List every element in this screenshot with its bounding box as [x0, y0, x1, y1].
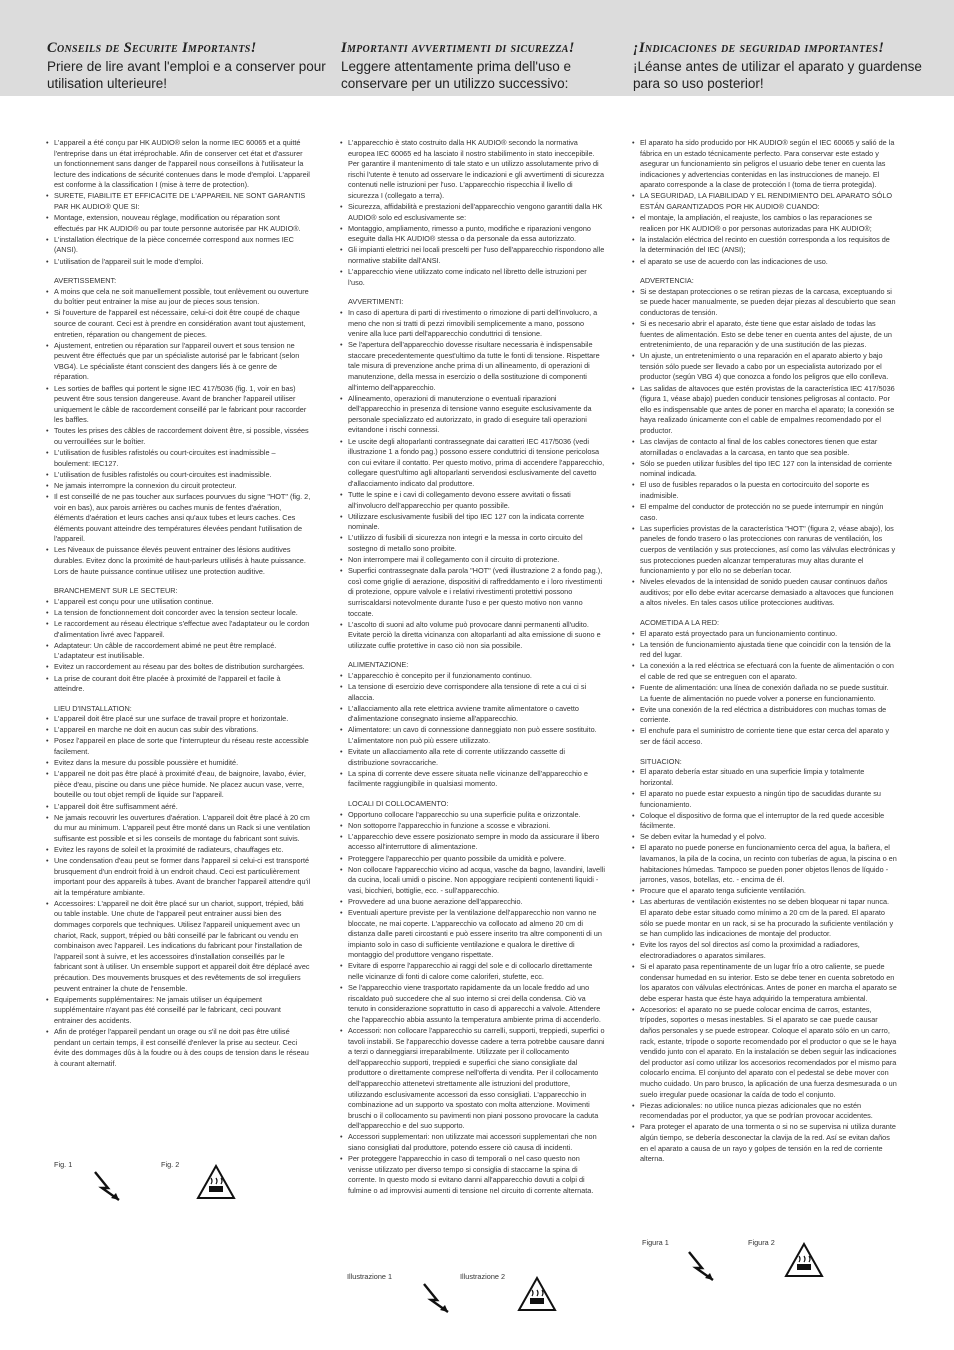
list-item: • La conexión a la red eléctrica se efectuará con la fuente de alimentación o con el cable de red que se entreguen con el aparato. — [632, 661, 897, 682]
list-item: • Si l'ouverture de l'appareil est nécessaire, celui-ci doit être coupé de chaque source de courant. Ceci est à prendre en considération avant tout ajustement, entretien, réparation ou changement de pieces. — [46, 308, 311, 340]
figures-es — [642, 1238, 892, 1308]
fig1-label: Fig. 1 — [54, 1160, 73, 1169]
list-item: • Las salidas de altavoces que estén provistas de la característica IEC 417/5036 (figura 1, véase abajo) pueden conducir tensiones peligrosas al contacto. Por ello es indispensable que antes de poner en marcha el aparato; la conexión se haya realizado únicamente con el cable de empalmes recomendado por el productor. — [632, 384, 897, 437]
list-item: • el aparato se use de acuerdo con las indicaciones de uso. — [632, 257, 897, 268]
section-title: SITUACION: — [640, 756, 682, 766]
lightning-bolt-icon — [92, 1168, 122, 1202]
list-item: • Si es necesario abrir el aparato, éste tiene que estar aislado de todas las fuentes de alimentación. Esto se debe tener en cuenta antes del ajuste, de un entretenimiento, de una reparación y de una sustitución de las piezas. — [632, 319, 897, 351]
list-item: • Un ajuste, un entretenimiento o una reparación en el aparato abierto y bajo tensión sólo puede ser llevado a cabo por un especialista autorizado por el productor (según VBG 4) que conozca a fondo los peligros que ello conlleva. — [632, 351, 897, 383]
bullet-list — [46, 714, 311, 1069]
section-title: ACOMETIDA A LA RED: — [640, 618, 720, 628]
list-item: • LA SEGURIDAD, LA FIABILIDAD Y EL RENDIMIENTO DEL APARATO SÓLO ESTÁN GARANTIZADOS POR HK AUDIO® CUANDO: — [632, 191, 897, 212]
list-item: • L'apparecchio è concepito per il funzionamento continuo. — [340, 671, 605, 682]
list-item: • Per proteggere l'apparecchio in caso di temporali o nel caso questo non venisse utilizzato per diverso tempo si consiglia di staccarne la spina di corrente. In questo modo si evitano danni all'apparecchio dovuti a colpi di fulmine o ad improvvisi aumenti di tensione nel circuito di corrente alternata. — [340, 1154, 605, 1196]
list-item: • L'apparecchio è stato costruito dalla HK AUDIO® secondo la normativa europea IEC 60065 ed ha lasciato il nostro stabilimento in stato ineccepibile. Per garantire il mantenimento di tale stato e un utilizzo assolutamente privo di rischi l'utente è tenuto ad osservare le indicazioni e gli avvertimenti di sicurezza contenuti nelle istruzioni per l'uso. L'apparecchio rispecchia il livello di sicurezza I (collegato a terra). — [340, 138, 605, 202]
list-item: • Si el aparato pasa repentinamente de un lugar frío a otro caliente, se puede condensar humedad en su interior. Esto se debe tener en cuenta sobretodo en los aparatos con válvulas electrónicas. Antes de poner en marcha el aparato se debe esperar hasta que éste haya adquirido la temperatura ambiental. — [632, 962, 897, 1004]
figures-it — [347, 1272, 597, 1342]
list-item: • Ajustement, entretien ou réparation sur l'appareil ouvert et sous tension ne peuvent être éffectués que par un spécialiste autorisé par le fabricant (selon VBG4). Le spécialiste étant conscient des dangers liés à ce genre de réparation. — [46, 341, 311, 383]
title-es: ¡Indicaciones de seguridad importantes! — [633, 40, 885, 56]
bullet-list — [632, 287, 897, 609]
title-it: Importanti avvertimenti di sicurezza! — [341, 40, 575, 56]
list-item: • A moins que cela ne soit manuellement possible, tout enlèvement ou ouverture du boîtier peut entrainer la mise au jour de pieces sous tension. — [46, 287, 311, 308]
list-item: • L'appareil est conçu pour une utilisation continue. — [46, 597, 311, 608]
list-item: • L'appareil ne doit pas être placé à proximité d'eau, de baignoire, lavabo, évier, pièce d'eau, piscine ou dans une pièce humide. Ne placez aucun vase, verre, bouteille ou tout objet rempli de liquide sur l'appareil. — [46, 769, 311, 801]
header-fr — [47, 40, 337, 92]
list-item: • El enchufe para el suministro de corriente tiene que estar cerca del aparato y ser de fácil acceso. — [632, 726, 897, 747]
list-item: • In caso di apertura di parti di rivestimento o rimozione di parti dell'involucro, a meno che non si tratti di pezzi rimovibili semplicemente a mano, possono venire alla luce parti dell'apparecchio conduttrici di tensione. — [340, 308, 605, 340]
list-item: • Evitare di esporre l'apparecchio ai raggi del sole e di collocarlo direttamente nelle vicinanze di fonti di calore come caloriferi, stufette, ecc. — [340, 961, 605, 982]
list-item: • La tensión de funcionamiento ajustada tiene que coincidir con la tensión de la red del lugar. — [632, 640, 897, 661]
list-item: • L'apparecchio deve essere posizionato sempre in modo da assicurare il libero accesso all'interruttore di alimentazione. — [340, 832, 605, 853]
list-item: • Utilizzare esclusivamente fusibili del tipo IEC 127 con la indicata corrente nominale. — [340, 512, 605, 533]
header-es — [633, 40, 923, 92]
list-item: • Si se destapan protecciones o se retiran piezas de la carcasa, exceptuando si se puede hacer manualmente, se pueden dejar piezas al descubierto que sean conductoras de tensión. — [632, 287, 897, 319]
list-item: • El empalme del conductor de protección no se puede interrumpir en ningún caso. — [632, 502, 897, 523]
section-title: LIEU D'INSTALLATION: — [54, 703, 132, 713]
subtitle-it: Leggere attentamente prima dell'uso e conservare per un utilizzo successivo: — [341, 59, 571, 91]
list-item: • Accessori supplementari: non utilizzate mai accessori supplementari che non siano consigliati dal produttore, potendo essere ciò causa di incidenti. — [340, 1132, 605, 1153]
fig2-label: Illustrazione 2 — [460, 1272, 506, 1281]
list-item: • L'utilisation de fusibles rafistolés ou court-circuites est inadmissible – boulement: IEC127. — [46, 448, 311, 469]
fig1-label: Figura 1 — [642, 1238, 669, 1247]
fig2-label: Fig. 2 — [161, 1160, 180, 1169]
list-item: • Tutte le spine e i cavi di collegamento devono essere avvitati o fissati all'involucro dell'apparecchio per quanto possibile. — [340, 490, 605, 511]
section-title: BRANCHEMENT SUR LE SECTEUR: — [54, 586, 178, 596]
figures-fr — [54, 1160, 304, 1230]
fig2-label: Figura 2 — [748, 1238, 775, 1247]
list-item: • Evitez dans la mesure du possible poussière et humidité. — [46, 758, 311, 769]
list-item: • El aparato debería estar situado en una superficie limpia y totalmente horizontal. — [632, 767, 897, 788]
bullet-list — [340, 138, 605, 288]
list-item: • La spina di corrente deve essere situata nelle vicinanze dell'apparecchio e facilmente raggiungibile in qualsiasi momento. — [340, 769, 605, 790]
list-item: • Gli impianti elettrici nei locali prescelti per l'uso dell'apparecchio rispondono alle normative stabilite dall'ANSI. — [340, 245, 605, 266]
subtitle-es: ¡Léanse antes de utilizar el aparato y guardense para so uso posterior! — [633, 59, 922, 91]
list-item: • Piezas adicionales: no utilice nunca piezas adicionales que no estén recomendadas por el productor, ya que se podrían provocar accidentes. — [632, 1101, 897, 1122]
list-item: • L'utilisation de fusibles rafistolés ou court-circuites est inadmissible. — [46, 470, 311, 481]
list-item: • Allineamento, operazioni di manutenzione o eventuali riparazioni dell'apparecchio in presenza di tensione vanno eseguite esclusivamente da personale specializzato ed autorizzato, in grado di eseguire tali operazioni evitandone i rischi connessi. — [340, 394, 605, 436]
list-item: • SURETE, FIABILITE ET EFFICACITE DE L'APPAREIL NE SONT GARANTIS PAR HK AUDIO® QUE SI: — [46, 191, 311, 212]
list-item: • Opportuno collocare l'apparecchio su una superficie pulita e orizzontale. — [340, 810, 605, 821]
hot-surface-warning-icon — [196, 1164, 236, 1200]
list-item: • Non sottoporre l'apparecchio in funzione a scosse e vibrazioni. — [340, 821, 605, 832]
list-item: • L'utilizzo di fusibili di sicurezza non integri e la messa in corto circuito del sostegno di metallo sono proibite. — [340, 533, 605, 554]
list-item: • Sólo se pueden utilizar fusibles del tipo IEC 127 con la intensidad de corriente nominal indicada. — [632, 459, 897, 480]
section-title: AVERTISSEMENT: — [54, 276, 117, 286]
list-item: • Le raccordement au réseau électrique s'effectue avec l'adaptateur ou le cordon d'alimentation livré avec l'appareil. — [46, 619, 311, 640]
list-item: • Evitez un raccordement au réseau par des boltes de distribution surchargées. — [46, 662, 311, 673]
list-item: • Toutes les prises des câbles de raccordement doivent être, si possible, vissées ou verrouillées sur le boîtier. — [46, 426, 311, 447]
list-item: • Accessoires: L'appareil ne doit être placé sur un chariot, support, trépied, bâti ou table instable. Une chute de l'appareil peut entrainer aussi bien des dommages corporels que techniques. Utilisez l'appareil uniquement avec un chariot, Rack, support, trépied ou bâti conseillé par le fabricant ou vendu en combinaison avec l'appareil. Les indications du fabricant pour l'installation de l'appareil sont à suivre, et les accessoires d'installation conseillés par le fabricant sont à utiliser. Un ensemble support et appareil doit être déplacé avec précaution. Des mouvements brusques et des revêtements de sol irreguliers peuvent entrainer la chute de l'ensemble. — [46, 899, 311, 994]
fig1-label: Illustrazione 1 — [347, 1272, 393, 1281]
list-item: • Posez l'appareil en place de sorte que l'interrupteur du réseau reste accessible facilement. — [46, 736, 311, 757]
list-item: • Provvedere ad una buone aerazione dell'apparecchio. — [340, 897, 605, 908]
hot-surface-warning-icon — [784, 1242, 824, 1278]
hot-surface-warning-icon — [517, 1276, 557, 1312]
list-item: • Les sorties de baffles qui portent le signe IEC 417/5036 (fig. 1, voir en bas) peuvent être sous tension dangereuse. Avant de brancher l'appareil utiliser uniquement le câble de raccordement conseillé par le fabricant pour raccorder les baffles. — [46, 384, 311, 426]
list-item: • L'utilisation de l'appareil suit le mode d'emploi. — [46, 257, 311, 268]
list-item: • Se l'apparecchio viene trasportato rapidamente da un locale freddo ad uno riscaldato può succedere che al suo interno si crei della condensa. Ciò va tenuto in considerazione soprattutto in caso di apparecchi a valvole. Attendere che l'apparecchio abbia assunto la temperatura ambiente prima di accenderlo. — [340, 983, 605, 1025]
bullet-list — [632, 629, 897, 748]
column-fr — [46, 138, 311, 1070]
list-item: • Evitate un allacciamento alla rete di corrente utilizzando cassette di distribuzione sovraccariche. — [340, 747, 605, 768]
list-item: • El aparato no puede estar expuesto a ningún tipo de sacudidas durante su funcionamiento. — [632, 789, 897, 810]
list-item: • Se deben evitar la humedad y el polvo. — [632, 832, 897, 843]
bullet-list — [46, 597, 311, 695]
list-item: • L'appareil en marche ne doit en aucun cas subir des vibrations. — [46, 725, 311, 736]
title-fr: Conseils de Securite Importants! — [47, 40, 257, 56]
list-item: • Las superficies provistas de la característica "HOT" (figura 2, véase abajo), los paneles de fondo trasero o las protecciones con ranuras de ventilación, los cuerpos de ventilación y sus protecciones, así como las válvulas electrónicas y sus protecciones pueden alcanzar temperaturas muy altas durante el funcionamiento y por ello no se deberían tocar. — [632, 524, 897, 577]
list-item: • Il est conseillé de ne pas toucher aux surfaces pourvues du signe "HOT" (fig. 2, voir en bas), aux parois arrières ou caches munis de fentes d'aération, éléments d'aération et leurs caches ansi qu'aux tubes et leurs caches. Ces éléments pouvant atteindre des températures élevées pendant l'utilisation de l'appareil. — [46, 492, 311, 545]
list-item: • Procure que el aparato tenga suficiente ventilación. — [632, 886, 897, 897]
bullet-list — [340, 308, 605, 652]
section-title: ADVERTENCIA: — [640, 276, 694, 286]
list-item: • La tension de fonctionnement doit concorder avec la tension secteur locale. — [46, 608, 311, 619]
bullet-list — [46, 287, 311, 578]
list-item: • Superfici contrassegnate dalla parola "HOT" (vedi illustrazione 2 a fondo pag.), così come griglie di aerazione, dispositivi di raffreddamento e i loro rivestimenti di protezione, oppure valvole e i relativi rivestimenti protettivi possono surriscaldarsi notevolmente durante l'uso e per questo motivo non vanno toccate. — [340, 566, 605, 619]
list-item: • Ne jamais interrompre la connexion du circuit protecteur. — [46, 481, 311, 492]
list-item: • Evite una conexión de la red eléctrica a distribuidores con muchas tomas de corriente. — [632, 705, 897, 726]
bullet-list — [46, 138, 311, 267]
list-item: • Equipements supplémentaires: Ne jamais utiliser un équipement supplémentaire n'ayant pas été conseillé par le fabricant, ceci pouvant entrainer des accidents. — [46, 995, 311, 1027]
list-item: • L'ascolto di suoni ad alto volume può provocare danni permanenti all'udito. Evitate perciò la diretta vicinanza con altoparlanti ad alta emissione di suono e utilizzate cuffie protettive in caso ciò non sia possibile. — [340, 620, 605, 652]
list-item: • Eventuali aperture previste per la ventilazione dell'apparecchio non vanno ne bloccate, ne mai coperte. L'apparecchio va collocato ad almeno 20 cm di distanza dalle pareti circostanti e può essere inserito tra altre componenti di un impianto solo in caso di sufficiente ventilazione e qualora le direttive di montaggio del produttore vengano rispettate. — [340, 908, 605, 961]
list-item: • Evitez les rayons de soleil et la proximité de radiateurs, chauffages etc. — [46, 845, 311, 856]
section-title: ALIMENTAZIONE: — [348, 660, 409, 670]
list-item: • Las aberturas de ventilación existentes no se deben bloquear ni tapar nunca. El aparato debe estar situado como mínimo a 20 cm de la pared. El aparato sólo se puede montar en un rack, si se ha procurado la suficiente ventilación y se han cumplido las indicaciones de montaje del productor. — [632, 897, 897, 939]
list-item: • Accesorios: el aparato no se puede colocar encima de carros, estantes, trípodes, soportes o mesas inestables. Si el aparato se cae puede causar daños personales y se puede estropear. Coloque el aparato sólo en un carro, rack, estante, trípode o soporte recomendado por el productor o que se le haya vendido junto con el aparato. En la instalación se deben seguir las indicaciones del productor así como utilizar los accesorios recomendados por el mismo para colocarlo encima. El conjunto del aparato con el pedestal se debe mover con mucho cuidado. Un paro brusco, la aplicación de una fuerza desmesurada o un suelo irregular puede ocasionar la caída de todo el conjunto. — [632, 1005, 897, 1100]
list-item: • Evite los rayos del sol directos así como la proximidad a radiadores, electroradiadores o aparatos similares. — [632, 940, 897, 961]
list-item: • Non interrompere mai il collegamento con il circuito di protezione. — [340, 555, 605, 566]
list-item: • Niveles elevados de la intensidad de sonido pueden causar continuos daños auditivos; por ello debe evitar acercarse demasiado a altavoces que funcionen a altos niveles. En tales casos utilice protecciones auditivas. — [632, 577, 897, 609]
bullet-list — [632, 767, 897, 1164]
list-item: • Para proteger el aparato de una tormenta o si no se supervisa ni utiliza durante algún tiempo, se debería desconectar la clavija de la red. Así se evitan daños en el aparato a causa de un rayo y golpes de tensión en la red de corriente alterna. — [632, 1122, 897, 1164]
list-item: • Montage, extension, nouveau réglage, modification ou réparation sont effectués par HK AUDIO® ou par toute personne autorisée par HK AUDIO®. — [46, 213, 311, 234]
list-item: • L'allacciamento alla rete elettrica avviene tramite alimentatore o cavetto d'alimentazione consegnato insieme all'apparecchio. — [340, 704, 605, 725]
bullet-list — [340, 671, 605, 790]
list-item: • Ne jamais recouvrir les ouvertures d'aération. L'appareil doit être placé à 20 cm du mur au minimum. L'appareil peut être monté dans un Rack si une ventilation suffisante est possible et si les conseils de montage du fabricant sont suivis. — [46, 813, 311, 845]
list-item: • La prise de courant doit être placée à proximité de l'appareil et facile à atteindre. — [46, 674, 311, 695]
list-item: • Sicurezza, affidabilità e prestazioni dell'apparecchio vengono garantiti dalla HK AUDIO® solo ed esclusivamente se: — [340, 202, 605, 223]
list-item: • Adaptateur: Un câble de raccordement abimé ne peut être remplacé. L'adaptateur est inutilisable. — [46, 641, 311, 662]
list-item: • L'appareil doit être placé sur une surface de travail propre et horizontale. — [46, 714, 311, 725]
column-es — [632, 138, 897, 1165]
list-item: • El aparato no puede ponerse en funcionamiento cerca del agua, la bañera, el lavamanos, la pila de la cocina, un recinto con tuberías de agua, la piscina o en habitaciones húmedas. Tampoco se pueden poner objetos llenos de líquido - jarrones, vasos, botellas, etc. - encima de él. — [632, 843, 897, 885]
lightning-bolt-icon — [421, 1280, 451, 1314]
list-item: • Afin de protéger l'appareil pendant un orage ou s'il ne doit pas être utilisé pendant un certain temps, il est conseillé d'enlever la prise au secteur. Ceci évite des dommages dûs à la foudre ou à des coups de tension dans le réseau à courant alternatif. — [46, 1027, 311, 1069]
list-item: • Se l'apertura dell'apparecchio dovesse risultare necessaria è indispensabile staccare precedentemente quest'ultimo da tutte le fonti di tensione. Rispettare tale misura di prevenzione anche prima di un allineamento, di operazioni di manutenzione, della messa in esercizio o della sostituzione di componenti all'interno dell'apparecchio. — [340, 340, 605, 393]
subtitle-fr: Priere de lire avant l'emploi e a conserver pour utilisation ulterieure! — [47, 59, 326, 91]
list-item: • L'apparecchio viene utilizzato come indicato nel libretto delle istruzioni per l'uso. — [340, 267, 605, 288]
list-item: • Non collocare l'apparecchio vicino ad acqua, vasche da bagno, lavandini, lavelli da cucina, locali umidi o piscine. Non appoggiare recipienti contenenti liquidi - vasi, bicchieri, bottiglie, ecc. - sull'apparecchio. — [340, 865, 605, 897]
list-item: • Les Niveaux de puissance élevés peuvent entrainer des lésions auditives durables. Evitez donc la proximité de haut-parleurs utilisés à haute puissance. Lors de haute puissance continue utilisez une protection auditive. — [46, 545, 311, 577]
list-item: • El aparato está proyectado para un funcionamiento continuo. — [632, 629, 897, 640]
list-item: • el montaje, la ampliación, el reajuste, los cambios o las reparaciones se realicen por HK AUDIO® o por personas autorizadas para HK AUDIO®; — [632, 213, 897, 234]
list-item: • El uso de fusibles reparados o la puesta en cortocircuito del soporte es inadmisible. — [632, 480, 897, 501]
header-band — [0, 0, 954, 96]
list-item: • El aparato ha sido producido por HK AUDIO® según el IEC 60065 y salió de la fábrica en un estado técnicamente perfecto. Para conservar este estado y asegurar un funcionamiento sin peligros el usuario debe tener en cuenta las indicaciones y advertencias contenidas en las instrucciones de manejo. El aparato corresponde a la clase de protección I (toma de tierra protegida). — [632, 138, 897, 191]
lightning-bolt-icon — [686, 1248, 716, 1282]
list-item: • la instalación eléctrica del recinto en cuestión corresponda a los requisitos de la determinación del IEC (ANSI); — [632, 235, 897, 256]
list-item: • Proteggere l'apparecchio per quanto possibile da umidità e polvere. — [340, 854, 605, 865]
list-item: • Une condensation d'eau peut se former dans l'appareil si celui-ci est transporté brusquement d'un endroit froid à un endroit chaud. Ceci est particulièrement important pour des appareils à tubes. Avant de brancher l'appareil attendre qu'il ait la température ambiante. — [46, 856, 311, 898]
list-item: • Montaggio, ampliamento, rimesso a punto, modifiche e riparazioni vengono eseguite dalla HK AUDIO® stessa o da personale da essa autorizzato. — [340, 224, 605, 245]
list-item: • Accessori: non collocare l'apparecchio su carrelli, supporti, treppiedi, superfici o tavoli instabili. Se l'apparecchio dovesse cadere a terra potrebbe causare danni a terzi o danneggiarsi irreparabilmente. Utilizzate per il collocamento dell'apparecchio supporti, treppiedi e superfici che siano consigliate dal produttore o direttamente comprese nell'offerta di vendita. Per il collocamento dell'apparecchio attenetevi strettamente alle istruzioni del produttore, utilizzando esclusivamente accessori da esso consigliati. L'apparecchio in combinazione ad un supporto va spostato con molta attenzione. Movimenti bruschi o il collocamento su pavimenti non piani possono provocare la caduta dell'apparecchio e del suo supporto. — [340, 1026, 605, 1132]
list-item: • Alimentatore: un cavo di connessione danneggiato non può essere sostituito. L'alimentatore non può più essere utilizzato. — [340, 725, 605, 746]
list-item: • L'appareil a été conçu par HK AUDIO® selon la norme IEC 60065 et a quitté l'entreprise dans un état irréprochable. Afin de conserver cet état et d'assurer un fonctionnement sans danger de l'appareil nous conseillons à l'utilisateur la lecture des indications de sécurité contenues dans le mode d'emploi. L'appareil est conforme à la classification I (mise à terre de protection). — [46, 138, 311, 191]
column-it — [340, 138, 605, 1197]
list-item: • Las clavijas de contacto al final de los cables conectores tienen que estar atornilladas o enclavadas a la carcasa, en tanto que sea posible. — [632, 437, 897, 458]
list-item: • La tensione di esercizio deve corrispondere alla tensione di rete a cui ci si allaccia. — [340, 682, 605, 703]
header-it — [341, 40, 631, 92]
list-item: • L'appareil doit être suffisamment aéré. — [46, 802, 311, 813]
bullet-list — [340, 810, 605, 1197]
list-item: • Coloque el dispositivo de forma que el interruptor de la red quede accesible fácilmente. — [632, 811, 897, 832]
list-item: • L'installation électrique de la pièce concernée correspond aux normes IEC (ANSI). — [46, 235, 311, 256]
section-title: AVVERTIMENTI: — [348, 297, 404, 307]
section-title: LOCALI DI COLLOCAMENTO: — [348, 799, 449, 809]
list-item: • Fuente de alimentación: una línea de conexión dañada no se puede sustituir. La fuente de alimentación no puede volver a ponerse en funcionamiento. — [632, 683, 897, 704]
list-item: • Le uscite degli altoparlanti contrassegnate dai caratteri IEC 417/5036 (vedi illustrazione 1 a fondo pag.) possono essere conduttrici di tensione pericolosa con cui evitare il contatto. Per questo motivo, prima di accendere l'apparecchio, collegare quest'ultimo agli altoparlanti servendosi esclusivamente del cavetto d'allacciamento indicato dal produttore. — [340, 437, 605, 490]
bullet-list — [632, 138, 897, 267]
